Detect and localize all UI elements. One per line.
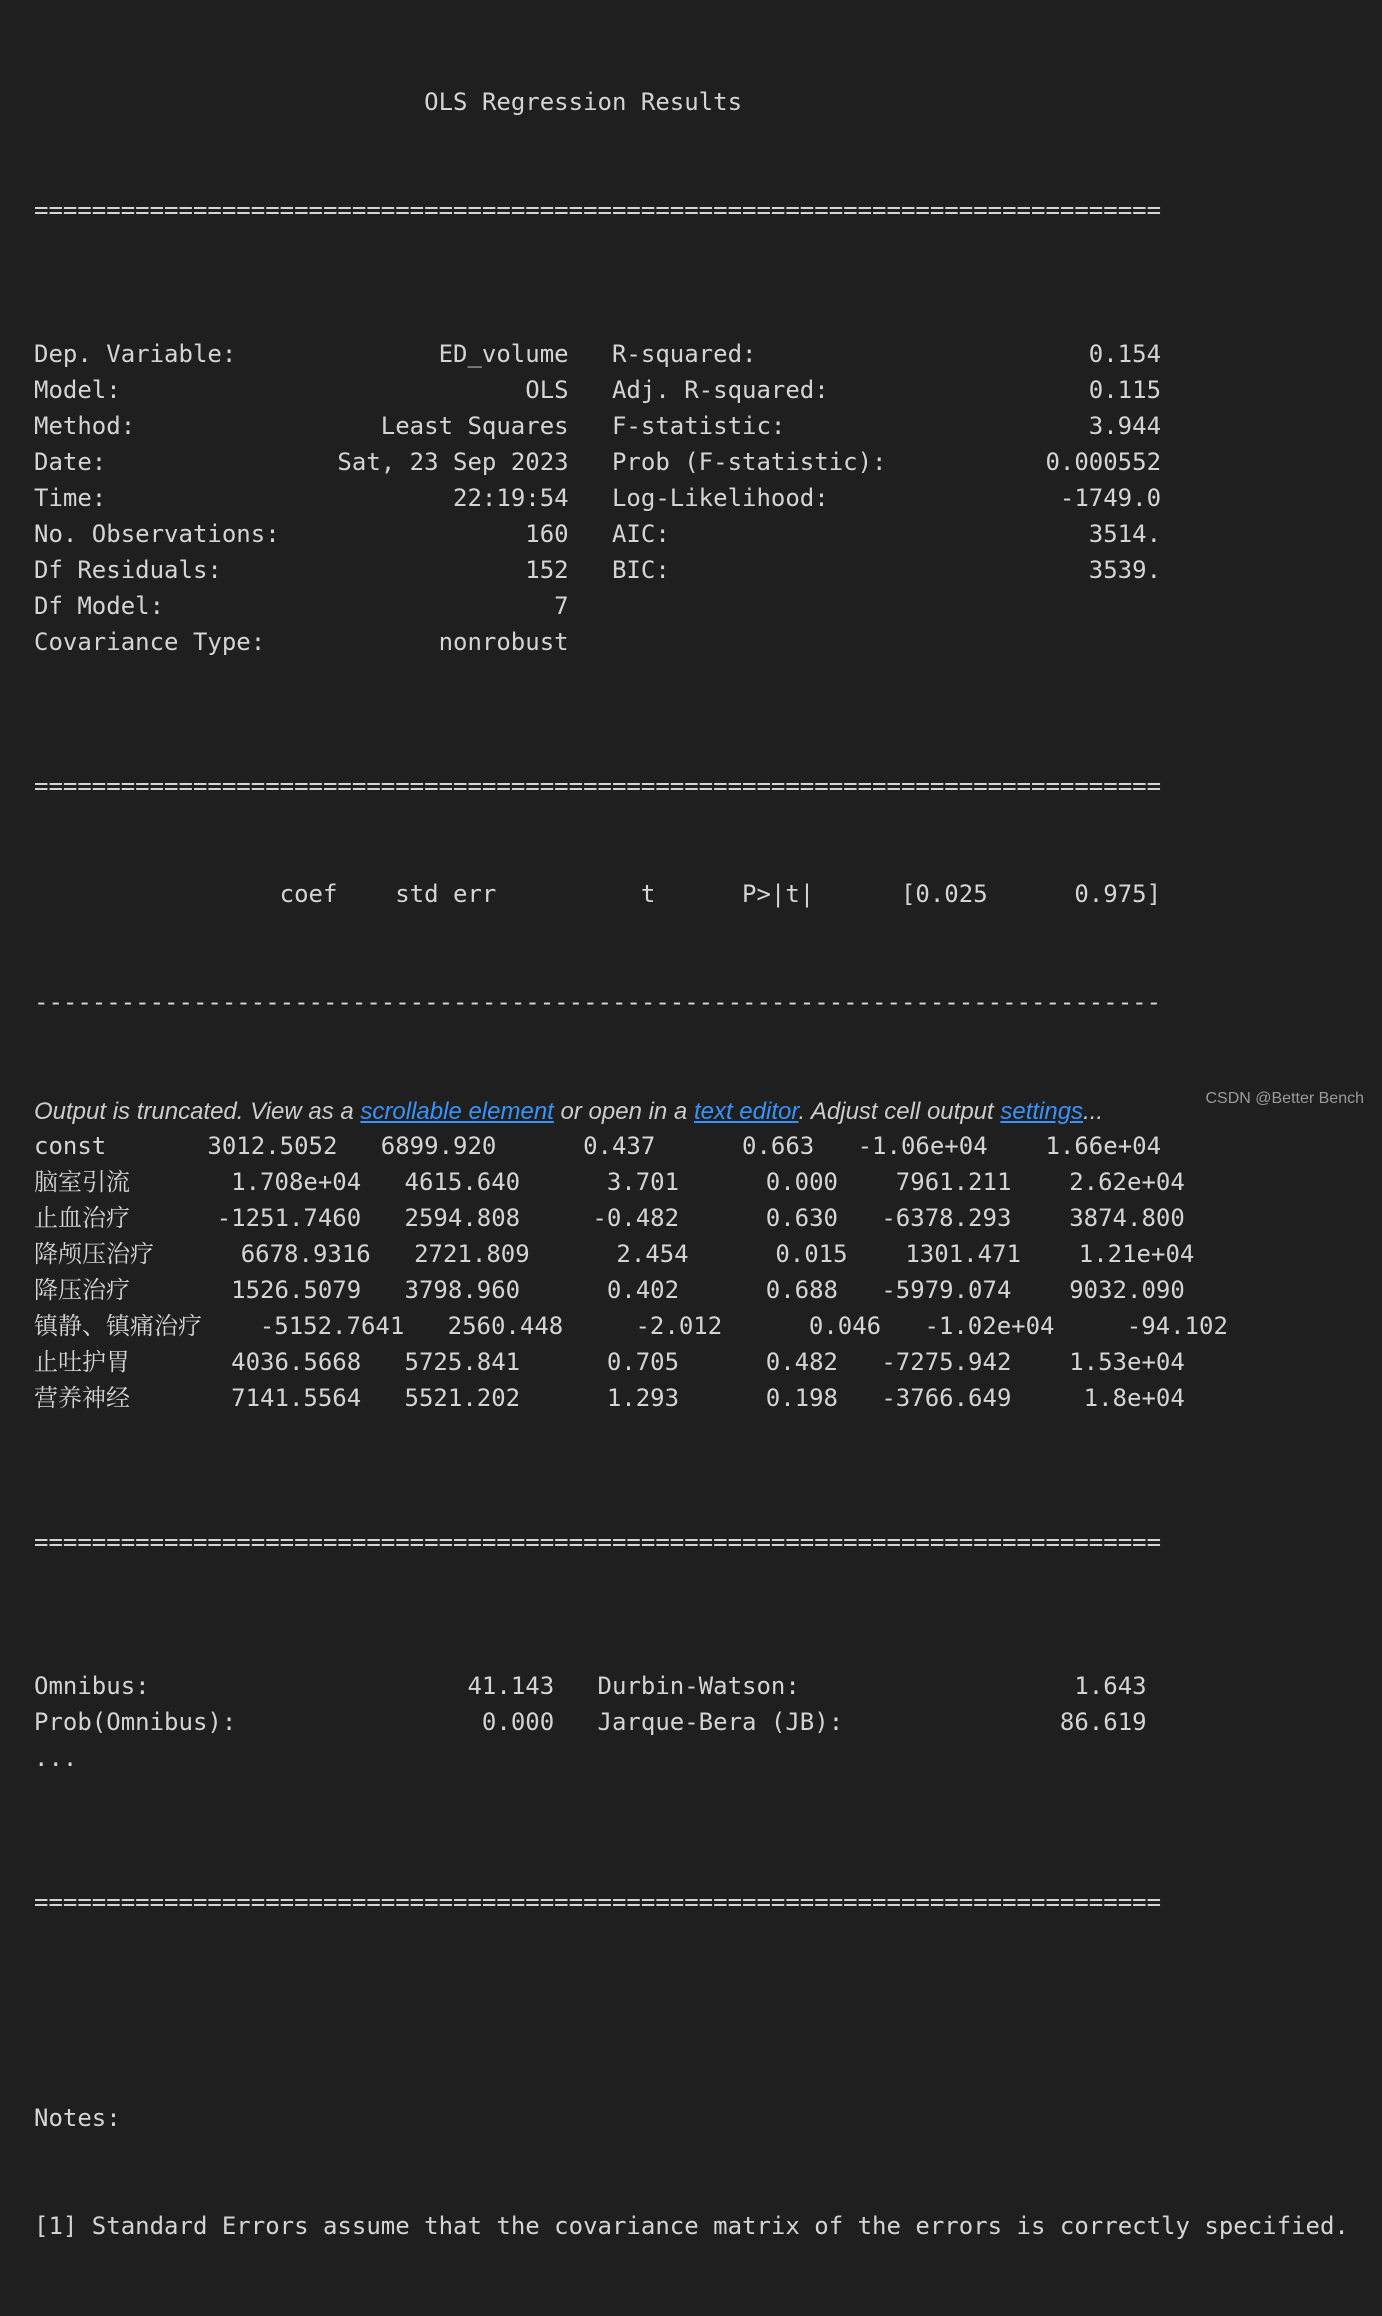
summary-title: OLS Regression Results — [424, 88, 743, 116]
summary-value: ED_volume — [438, 340, 569, 368]
separator-double: ============================================================================== — [34, 1888, 1162, 1916]
truncation-prefix: Output is truncated. View as a — [34, 1098, 361, 1125]
blank-line — [34, 1992, 1349, 2028]
summary-value: 7 — [554, 592, 569, 620]
coef-row: 降压治疗 1526.5079 3798.960 0.402 0.688 -5979.074 9032.090 — [34, 1276, 1185, 1304]
summary-value: 0.000552 — [1045, 448, 1162, 476]
summary-row — [34, 408, 1349, 444]
summary-value: 3.944 — [1088, 412, 1162, 440]
notes-heading: Notes: — [34, 2104, 121, 2132]
summary-value: OLS — [525, 376, 569, 404]
separator-double: ============================================================================== — [34, 196, 1162, 224]
separator-double: ============================================================================== — [34, 1528, 1162, 1556]
coef-row: 止吐护胃 4036.5668 5725.841 0.705 0.482 -7275.942 1.53e+04 — [34, 1348, 1185, 1376]
summary-value: 3514. — [1088, 520, 1162, 548]
diagnostic-row: ... — [34, 1744, 78, 1772]
text-editor-link[interactable]: text editor — [693, 1098, 799, 1125]
truncation-suffix: ... — [1083, 1098, 1104, 1125]
summary-value: 22:19:54 — [453, 484, 569, 512]
summary-label: Df Model: — [34, 592, 165, 620]
summary-label: BIC: — [611, 556, 670, 584]
summary-label: Model: — [34, 376, 121, 404]
summary-value: 160 — [525, 520, 569, 548]
summary-value: Least Squares — [380, 412, 569, 440]
model-summary-block — [34, 336, 1349, 660]
coef-row: 降颅压治疗 6678.9316 2721.809 2.454 0.015 1301.471 1.21e+04 — [34, 1240, 1195, 1268]
summary-label: F-statistic: — [611, 412, 786, 440]
summary-row — [34, 552, 1349, 588]
summary-label: No. Observations: — [34, 520, 280, 548]
coef-table-body — [34, 1128, 1349, 1416]
summary-label: Df Residuals: — [34, 556, 222, 584]
coef-row: 脑室引流 1.708e+04 4615.640 3.701 0.000 7961.211 2.62e+04 — [34, 1168, 1185, 1196]
summary-title-line — [34, 84, 1349, 120]
separator-double: ============================================================================== — [34, 772, 1162, 800]
summary-value: 0.115 — [1088, 376, 1162, 404]
summary-row — [34, 516, 1349, 552]
summary-value: nonrobust — [438, 628, 569, 656]
note-item: [1] Standard Errors assume that the covariance matrix of the errors is correctly specified. — [34, 2212, 1349, 2240]
summary-value: Sat, 23 Sep 2023 — [337, 448, 569, 476]
summary-label: AIC: — [611, 520, 670, 548]
summary-label: Dep. Variable: — [34, 340, 237, 368]
summary-row — [34, 336, 1349, 372]
summary-label: R-squared: — [611, 340, 757, 368]
summary-label: Log-Likelihood: — [611, 484, 829, 512]
summary-label: Date: — [34, 448, 107, 476]
diagnostic-row: Omnibus: 41.143 Durbin-Watson: 1.643 — [34, 1672, 1147, 1700]
watermark: CSDN @Better Bench — [1205, 1090, 1364, 1107]
coef-row: 止血治疗 -1251.7460 2594.808 -0.482 0.630 -6378.293 3874.800 — [34, 1204, 1185, 1232]
summary-row — [34, 480, 1349, 516]
truncation-middle: or open in a — [553, 1098, 694, 1125]
summary-row — [34, 444, 1349, 480]
summary-row — [34, 588, 1349, 624]
summary-value: 0.154 — [1088, 340, 1162, 368]
coef-table-header: coef std err t P>|t| [0.025 0.975] — [34, 880, 1162, 908]
coef-row: 镇静、镇痛治疗 -5152.7641 2560.448 -2.012 0.046 -1.02e+04 -94.102 — [34, 1312, 1228, 1340]
ols-summary-output — [34, 12, 1349, 2316]
coef-row: const 3012.5052 6899.920 0.437 0.663 -1.06e+04 1.66e+04 — [34, 1132, 1162, 1160]
settings-link[interactable]: settings — [1000, 1098, 1084, 1125]
summary-label: Covariance Type: — [34, 628, 266, 656]
summary-value: 152 — [525, 556, 569, 584]
diagnostics-block — [34, 1668, 1349, 1776]
diagnostic-row: Prob(Omnibus): 0.000 Jarque-Bera (JB): 86.619 — [34, 1708, 1147, 1736]
output-truncated-message — [34, 1098, 1103, 1126]
summary-value: 3539. — [1088, 556, 1162, 584]
separator-single: ------------------------------------------------------------------------------ — [34, 988, 1162, 1016]
summary-row — [34, 624, 1349, 660]
summary-label: Time: — [34, 484, 107, 512]
summary-label: Method: — [34, 412, 136, 440]
scrollable-element-link[interactable]: scrollable element — [360, 1098, 554, 1125]
truncation-middle2: . Adjust cell output — [798, 1098, 1001, 1125]
summary-value: -1749.0 — [1059, 484, 1162, 512]
coef-row: 营养神经 7141.5564 5521.202 1.293 0.198 -3766.649 1.8e+04 — [34, 1384, 1185, 1412]
summary-label: Prob (F-statistic): — [611, 448, 887, 476]
summary-label: Adj. R-squared: — [611, 376, 829, 404]
summary-row — [34, 372, 1349, 408]
